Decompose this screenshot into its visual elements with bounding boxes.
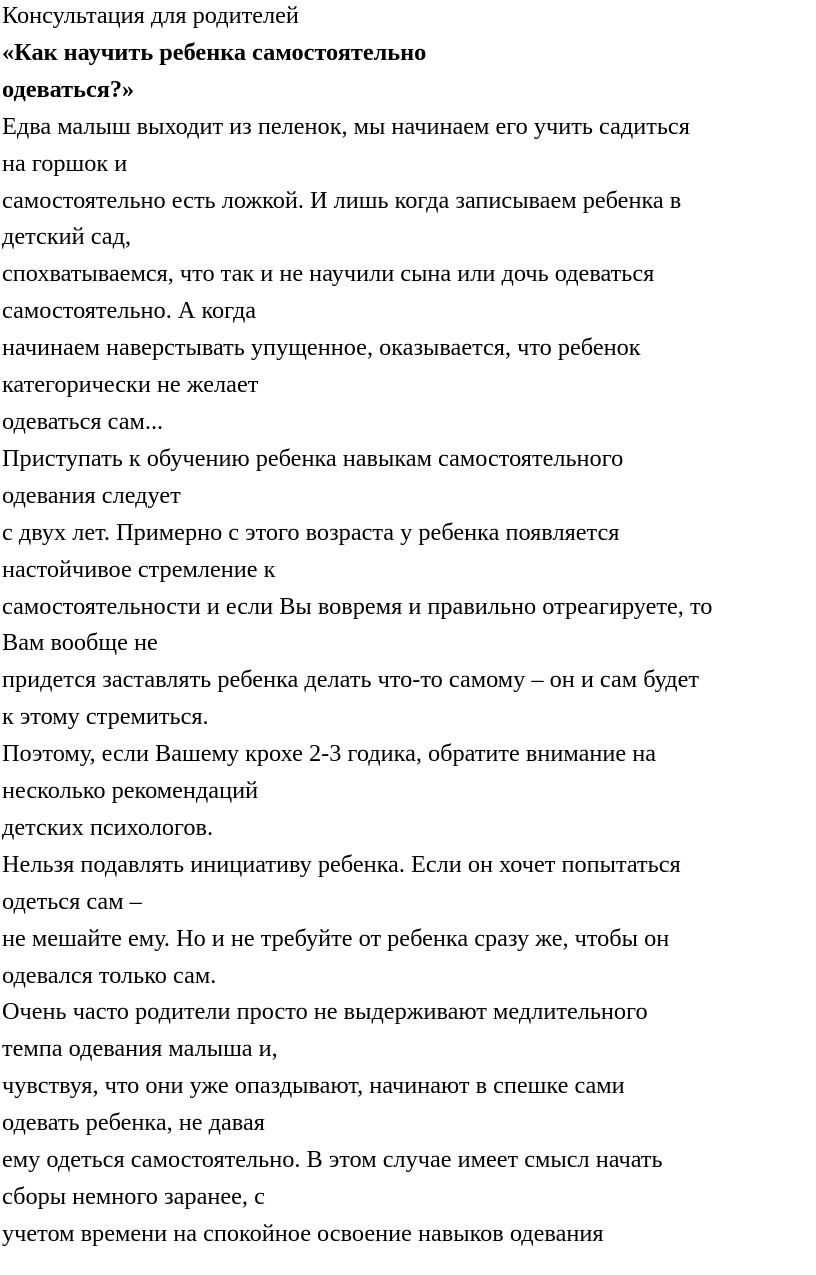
- body-line: сборы немного заранее, с: [2, 1183, 265, 1210]
- body-line: настойчивое стремление к: [2, 555, 276, 583]
- body-line: Вам вообще не: [2, 629, 158, 657]
- document-heading: Консультация для родителей: [2, 2, 299, 29]
- body-line: самостоятельно. А когда: [2, 297, 257, 325]
- body-line: несколько рекомендаций: [2, 777, 259, 805]
- document-body: [2, 109, 816, 1253]
- body-line: одевания следует: [2, 481, 181, 509]
- title-line: одеваться?»: [2, 75, 135, 103]
- body-line: одеваться сам...: [2, 407, 164, 435]
- body-line: ему одеться самостоятельно. В этом случае имеет смысл начать: [2, 1146, 663, 1174]
- body-line: придется заставлять ребенка делать что-то самому – он и сам будет: [2, 666, 700, 694]
- body-line: на горшок и: [2, 149, 128, 177]
- body-line: одеться сам –: [2, 887, 142, 915]
- body-line: категорически не желает: [2, 371, 259, 399]
- body-line: с двух лет. Примерно с этого возраста у ребенка появляется: [2, 518, 620, 546]
- body-line: одевать ребенка, не давая: [2, 1109, 265, 1137]
- body-line: Нельзя подавлять инициативу ребенка. Если он хочет попытаться: [2, 850, 681, 878]
- body-line: не мешайте ему. Но и не требуйте от ребенка сразу же, чтобы он: [2, 924, 670, 952]
- document-title: [2, 35, 816, 109]
- title-line: «Как научить ребенка самостоятельно: [2, 38, 427, 66]
- body-line: одевался только сам.: [2, 961, 217, 989]
- body-line: Приступать к обучению ребенка навыкам самостоятельного: [2, 444, 624, 472]
- body-line: чувствуя, что они уже опаздывают, начинают в спешке сами: [2, 1072, 625, 1100]
- body-line: Поэтому, если Вашему крохе 2-3 годика, обратите внимание на: [2, 740, 657, 768]
- body-line: спохватываемся, что так и не научили сына или дочь одеваться: [2, 260, 655, 288]
- body-line: начинаем наверстывать упущенное, оказывается, что ребенок: [2, 334, 641, 362]
- body-line: Очень часто родители просто не выдерживают медлительного: [2, 998, 648, 1026]
- body-line: детских психологов.: [2, 813, 214, 841]
- body-line: Едва малыш выходит из пеленок, мы начинаем его учить садиться: [2, 112, 690, 140]
- body-line: самостоятельности и если Вы вовремя и правильно отреагируете, то: [2, 592, 713, 620]
- body-line: учетом времени на спокойное освоение навыков одевания: [2, 1219, 604, 1247]
- body-line: самостоятельно есть ложкой. И лишь когда записываем ребенка в: [2, 186, 682, 214]
- body-line: темпа одевания малыша и,: [2, 1035, 278, 1063]
- body-line: к этому стремиться.: [2, 703, 209, 731]
- body-line: детский сад,: [2, 223, 132, 251]
